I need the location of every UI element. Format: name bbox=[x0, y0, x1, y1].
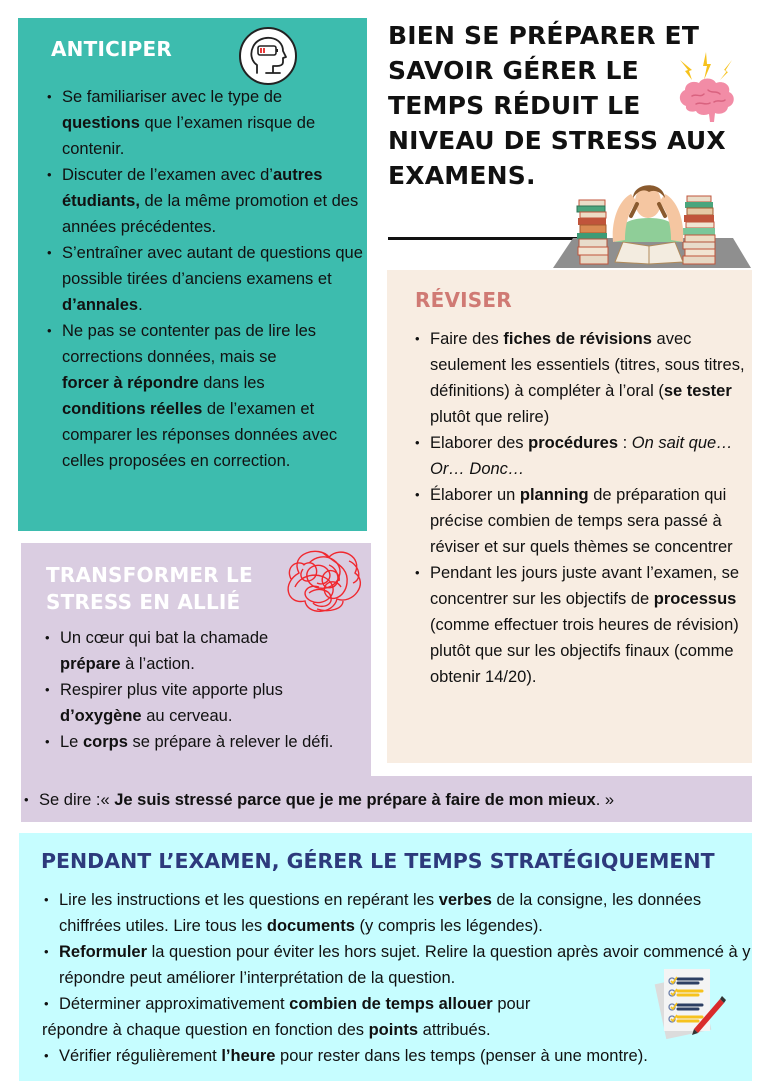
emphasis-text: corps bbox=[82, 733, 128, 751]
text: Se familiariser avec le type de bbox=[62, 88, 283, 106]
title-line: TEMPS RÉDUIT LE bbox=[388, 91, 641, 120]
anticiper-section bbox=[18, 18, 367, 531]
title-line: BIEN SE PRÉPARER ET bbox=[388, 21, 700, 50]
text: répondre à chaque question en fonction des bbox=[42, 1021, 369, 1039]
title-line: EXAMENS. bbox=[388, 161, 536, 190]
list-item bbox=[45, 318, 365, 474]
emphasis-text: procédures bbox=[528, 434, 619, 452]
list-item bbox=[413, 326, 751, 430]
transformer-heading-line: STRESS EN ALLIÉ bbox=[46, 590, 241, 614]
emphasis-text: processus bbox=[653, 590, 737, 608]
transformer-heading-line: TRANSFORMER LE bbox=[46, 563, 253, 587]
text: Faire des bbox=[430, 330, 504, 348]
list-item bbox=[413, 482, 751, 560]
list-item-continuation bbox=[42, 1017, 752, 1043]
title-line: NIVEAU DE STRESS AUX bbox=[388, 126, 726, 155]
text: à l’action. bbox=[120, 655, 195, 673]
text: Respirer plus vite apporte plus bbox=[60, 681, 283, 699]
transformer-quote bbox=[22, 787, 614, 813]
text: Élaborer un bbox=[430, 486, 520, 504]
list-item bbox=[42, 939, 752, 991]
list-item bbox=[43, 625, 363, 677]
list-item bbox=[413, 560, 751, 690]
checklist-pen-icon bbox=[654, 965, 730, 1041]
text: de préparation qui précise combien de temps sera passé à réviser et sur quels thèmes se concentrer bbox=[430, 486, 733, 556]
emphasis-text: forcer à répondre bbox=[62, 374, 199, 392]
text: . bbox=[138, 296, 143, 314]
text: la question pour éviter les hors sujet. Relire la question après avoir commencé à y répondre peut améliorer l’interprétation de la question. bbox=[59, 943, 751, 987]
brain-lightning-icon bbox=[672, 48, 746, 128]
emphasis-text: documents bbox=[266, 917, 355, 935]
text: que l’examen risque de contenir. bbox=[62, 114, 316, 158]
text: (comme effectuer trois heures de révision) plutôt que sur les objectifs finaux (comme obtenir 14/20). bbox=[430, 616, 739, 686]
text: Pendant les jours juste avant l’examen, se concentrer sur les objectifs de bbox=[430, 564, 740, 608]
list-item bbox=[45, 162, 365, 240]
text: attribués. bbox=[418, 1021, 491, 1039]
text: plutôt que relire) bbox=[430, 408, 550, 426]
text: Se dire :« bbox=[39, 791, 115, 809]
list-item bbox=[42, 887, 752, 939]
stressed-student-illustration bbox=[553, 180, 753, 270]
reviser-list bbox=[413, 326, 751, 690]
text: : bbox=[618, 434, 632, 452]
italic-text: On sait que… Or… Donc… bbox=[430, 434, 733, 478]
pendant-heading: PENDANT L’EXAMEN, GÉRER LE TEMPS STRATÉGIQUEMENT bbox=[41, 849, 715, 873]
list-item bbox=[42, 991, 752, 1043]
text: Discuter de l’examen avec d’ bbox=[62, 166, 273, 184]
emphasis-text: questions bbox=[62, 114, 140, 132]
text: au cerveau. bbox=[141, 707, 233, 725]
emphasis-text: conditions réelles bbox=[62, 400, 203, 418]
text: avec seulement les essentiels (titres, sous titres, définitions) à compléter à l’oral ( bbox=[430, 330, 745, 400]
list-item bbox=[43, 729, 363, 755]
text: de la consigne, les données chiffrées utiles. Lire tous les bbox=[59, 891, 702, 935]
emphasis-text: autres étudiants, bbox=[62, 166, 323, 210]
emphasis-text: verbes bbox=[438, 891, 492, 909]
emphasis-text: points bbox=[368, 1021, 419, 1039]
text: Ne pas se contenter pas de lire les corrections données, mais se bbox=[62, 322, 317, 366]
transformer-list bbox=[43, 625, 363, 755]
transformer-heading bbox=[46, 562, 286, 616]
anticiper-list bbox=[45, 84, 365, 474]
emphasis-text: l’heure bbox=[221, 1047, 276, 1065]
text: Elaborer des bbox=[430, 434, 529, 452]
head-battery-icon bbox=[239, 27, 297, 85]
pendant-section bbox=[19, 833, 752, 1081]
emphasis-text: planning bbox=[519, 486, 589, 504]
list-item bbox=[42, 1043, 752, 1069]
text: pour bbox=[492, 995, 531, 1013]
list-item bbox=[45, 240, 365, 318]
text: se prépare à relever le défi. bbox=[127, 733, 334, 751]
emphasis-text: combien de temps allouer bbox=[289, 995, 493, 1013]
text: de la même promotion et des années précédentes. bbox=[62, 192, 359, 236]
reviser-heading: RÉVISER bbox=[415, 288, 512, 312]
emphasis-text: d’oxygène bbox=[60, 707, 142, 725]
text: Un cœur qui bat la chamade bbox=[60, 629, 269, 647]
text: pour rester dans les temps (penser à une montre). bbox=[275, 1047, 648, 1065]
text: Vérifier régulièrement bbox=[59, 1047, 222, 1065]
title-line: SAVOIR GÉRER LE bbox=[388, 56, 639, 85]
text: Le bbox=[60, 733, 83, 751]
emphasis-text: se tester bbox=[663, 382, 732, 400]
emphasis-text: d’annales bbox=[62, 296, 139, 314]
anticiper-heading: ANTICIPER bbox=[51, 37, 172, 61]
text: (y compris les légendes). bbox=[354, 917, 543, 935]
emphasis-text: Je suis stressé parce que je me prépare à faire de mon mieux bbox=[114, 791, 596, 809]
list-item bbox=[43, 677, 363, 729]
text: . » bbox=[595, 791, 615, 809]
text: Lire les instructions et les questions en repérant les bbox=[59, 891, 439, 909]
list-item bbox=[45, 84, 365, 162]
text: Déterminer approximativement bbox=[59, 995, 290, 1013]
emphasis-text: fiches de révisions bbox=[503, 330, 652, 348]
text: S’entraîner avec autant de questions que possible tirées d’anciens examens et bbox=[62, 244, 363, 288]
emphasis-text: Reformuler bbox=[59, 943, 148, 961]
pendant-list bbox=[42, 887, 752, 1069]
text: de l’examen et comparer les réponses données avec celles proposées en correction. bbox=[62, 400, 338, 470]
text: dans les bbox=[198, 374, 265, 392]
reviser-section bbox=[387, 270, 752, 763]
scribble-stress-icon bbox=[279, 543, 371, 619]
list-item bbox=[413, 430, 751, 482]
emphasis-text: prépare bbox=[60, 655, 121, 673]
